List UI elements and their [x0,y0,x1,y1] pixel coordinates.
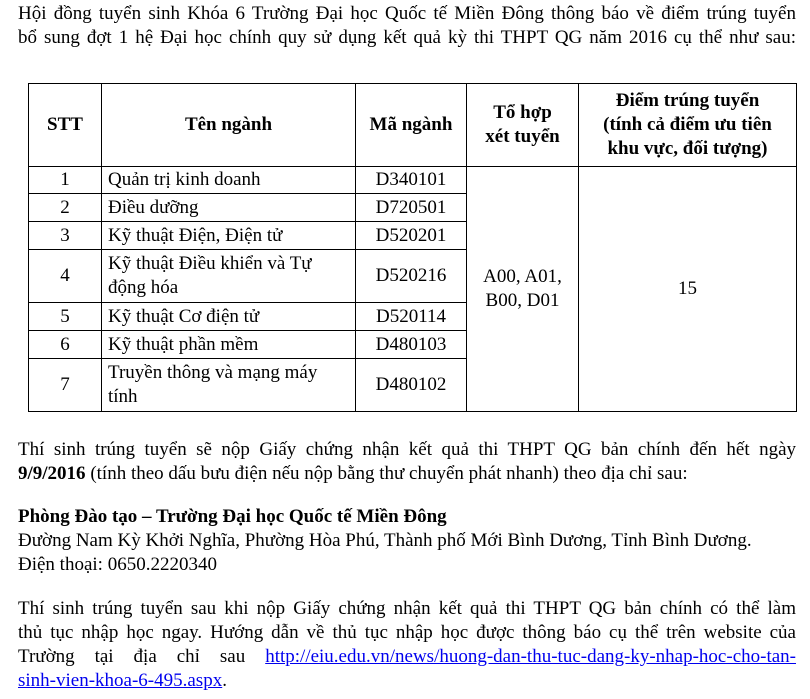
submission-deadline-date: 9/9/2016 [18,463,86,484]
row-ten-nganh [102,359,356,412]
row-ten-nganh: Điều dưỡng [102,194,356,222]
row-ma-nganh: D720501 [356,194,467,222]
header-diem-line-3: khu vực, đối tượng) [607,138,768,159]
header-diem-line-2: (tính cả điểm ưu tiên [603,114,772,135]
enrollment-line-2: thủ tục nhập học ngay. Hướng dẫn về thủ tục nhập học được thông báo cụ thể trên website của [18,622,796,643]
row-ten-nganh [102,250,356,303]
enrollment-line-4-suffix: . [222,670,227,691]
header-to-hop [467,84,579,167]
header-stt: STT [29,84,102,167]
submission-line-2 [18,462,796,486]
intro-line-1: Hội đồng tuyển sinh Khóa 6 Trường Đại học Quốc tế Miền Đông thông báo về điểm trúng tuyển [18,3,796,24]
row-ten-nganh: Kỹ thuật phần mềm [102,331,356,359]
to-hop-line-1: A00, A01, [483,266,562,287]
row-ma-nganh: D480102 [356,359,467,412]
row-ten-nganh-line-2: tính [108,386,138,407]
row-ma-nganh: D520201 [356,222,467,250]
row-stt: 4 [29,250,102,303]
table-row [29,167,797,194]
row-stt: 7 [29,359,102,412]
row-ma-nganh: D480103 [356,331,467,359]
office-phone: Điện thoại: 0650.2220340 [18,554,217,575]
header-diem [579,84,797,167]
row-stt: 3 [29,222,102,250]
diem-merged-cell: 15 [579,167,797,412]
enrollment-line-3 [18,645,796,669]
enrollment-line-4 [18,669,796,693]
admission-score-table [28,83,797,412]
row-ten-nganh: Kỹ thuật Điện, Điện tử [102,222,356,250]
enrollment-paragraph [18,597,796,693]
header-diem-line-1: Điểm trúng tuyển [615,90,760,111]
row-ten-nganh-line-1: Truyền thông và mạng máy [108,362,318,383]
enrollment-guide-link-part-1[interactable]: http://eiu.edu.vn/news/huong-dan-thu-tuc-dang-ky-nhap-hoc-cho-tan- [265,646,796,667]
row-ten-nganh: Kỹ thuật Cơ điện tử [102,303,356,331]
row-ten-nganh-line-2: động hóa [108,277,179,298]
intro-line-2: bổ sung đợt 1 hệ Đại học chính quy sử dụng kết quả kỳ thi THPT QG năm 2016 cụ thể như sau: [18,27,796,48]
header-to-hop-line-1: Tổ hợp [493,102,552,123]
row-ten-nganh-line-1: Kỹ thuật Điều khiển và Tự [108,253,312,274]
submission-line-1: Thí sinh trúng tuyển sẽ nộp Giấy chứng nhận kết quả thi THPT QG bản chính đến hết ngày [18,439,796,460]
row-ma-nganh: D520114 [356,303,467,331]
to-hop-merged-cell [467,167,579,412]
header-ma-nganh: Mã ngành [356,84,467,167]
enrollment-line-1: Thí sinh trúng tuyển sau khi nộp Giấy chứng nhận kết quả thi THPT QG bản chính có thể làm [18,598,796,619]
office-street: Đường Nam Kỳ Khởi Nghĩa, Phường Hòa Phú, Thành phố Mới Bình Dương, Tỉnh Bình Dương. [18,530,752,551]
row-stt: 6 [29,331,102,359]
table-header-row [29,84,797,167]
row-stt: 1 [29,167,102,194]
enrollment-line-3-prefix: Trường tại địa chỉ sau [18,646,266,667]
office-name: Phòng Đào tạo – Trường Đại học Quốc tế Miền Đông [18,506,447,527]
submission-line-2-rest: (tính theo dấu bưu điện nếu nộp bằng thư chuyển phát nhanh) theo địa chỉ sau: [85,463,688,484]
row-stt: 5 [29,303,102,331]
row-ma-nganh: D340101 [356,167,467,194]
submission-paragraph [18,438,796,486]
to-hop-line-2: B00, D01 [485,290,560,311]
enrollment-guide-link-part-2[interactable]: sinh-vien-khoa-6-495.aspx [18,670,223,691]
row-stt: 2 [29,194,102,222]
row-ma-nganh: D520216 [356,250,467,303]
row-ten-nganh: Quản trị kinh doanh [102,167,356,194]
intro-paragraph [18,2,796,50]
header-to-hop-line-2: xét tuyển [485,126,560,147]
address-block [18,505,796,577]
header-ten-nganh: Tên ngành [102,84,356,167]
